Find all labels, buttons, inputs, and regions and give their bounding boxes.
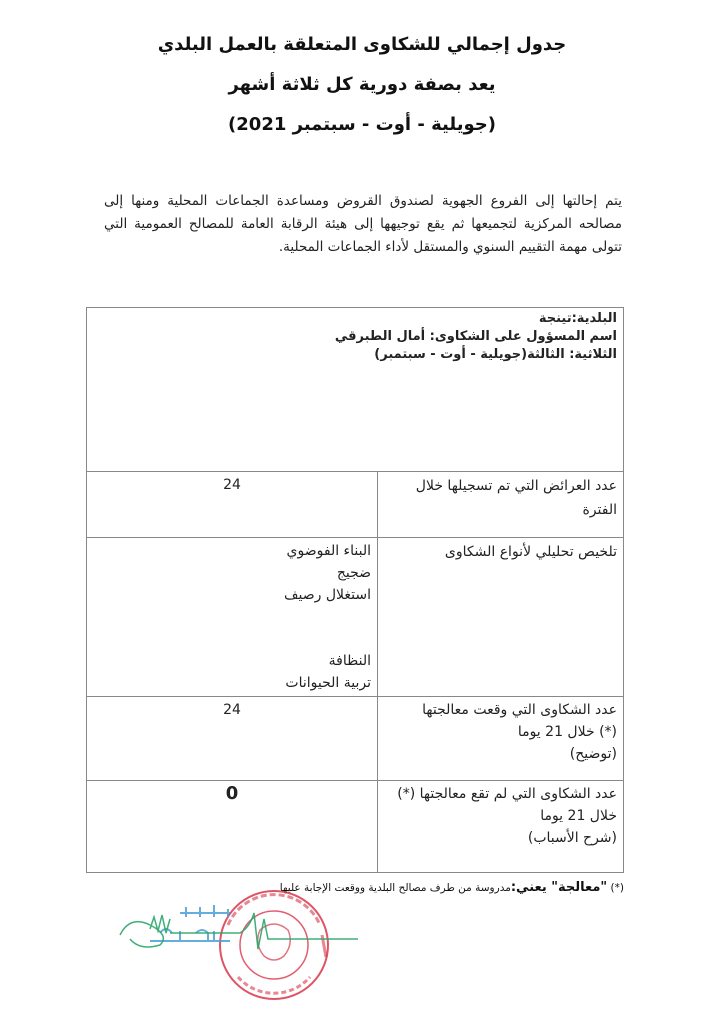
row-value: 24: [87, 472, 378, 538]
footnote-term: "معالجة" يعني:: [510, 880, 608, 895]
officer-label: اسم المسؤول على الشكاوى: أمال الطبرقي: [334, 329, 617, 344]
intro-paragraph: يتم إحالتها إلى الفروع الجهوية لصندوق القروض ومساعدة الجماعات المحلية ومنها إلى مصالحه المركزية لتجميعها ثم يقع توجيهها إلى هيئة الرقابة العامة للمصالح العمومية التي تتولى مهمة التقييم السنوي والمستقل لأداء الجماعات المحلية.: [104, 193, 622, 255]
table-row: [87, 697, 624, 781]
official-stamp: [220, 891, 328, 999]
table-header-cell: [87, 308, 624, 472]
row-label-line: (توضيح): [569, 746, 617, 762]
document-period: (جويلية - أوت - سبتمبر 2021): [228, 114, 496, 135]
row-label: تلخيص تحليلي لأنواع الشكاوى: [378, 538, 624, 697]
row-label-line: (*) خلال 21 يوما: [517, 724, 617, 740]
table-header-row: [87, 308, 624, 472]
list-item: تربية الحيوانات: [285, 675, 371, 691]
complaints-table: [86, 307, 624, 873]
row-label: [378, 781, 624, 873]
complaint-types-list: [87, 538, 378, 697]
row-label: [378, 697, 624, 781]
row-label-line: خلال 21 يوما: [540, 808, 617, 824]
list-spacer: [93, 606, 371, 628]
list-spacer: [93, 628, 371, 650]
list-item: ضجيج: [336, 565, 371, 581]
list-item: النظافة: [328, 653, 371, 669]
stamp-and-signature: [110, 885, 390, 1015]
footnote-marker: (*): [610, 882, 624, 894]
list-item: استغلال رصيف: [284, 587, 371, 603]
table-row: [87, 472, 624, 538]
row-value: 24: [87, 697, 378, 781]
row-label: عدد العرائض التي تم تسجيلها خلال الفترة: [378, 472, 624, 538]
table-row: [87, 538, 624, 697]
table-row: [87, 781, 624, 873]
row-label-line: عدد الشكاوى التي لم تقع معالجتها (*): [397, 786, 617, 802]
municipality-label: البلدية:تينجة: [538, 311, 617, 326]
row-value: 0: [87, 781, 378, 873]
document-subtitle: يعد بصفة دورية كل ثلاثة أشهر: [228, 74, 496, 95]
row-label-line: (شرح الأسباب): [527, 830, 617, 846]
row-label-line: عدد الشكاوى التي وقعت معالجتها: [422, 702, 617, 718]
document-title: جدول إجمالي للشكاوى المتعلقة بالعمل البلدي: [157, 34, 567, 55]
list-item: البناء الفوضوي: [286, 543, 371, 559]
quarter-label: الثلاثية: الثالثة(جويلية - أوت - سبتمبر): [374, 347, 617, 362]
footnote-definition: مدروسة من طرف مصالح البلدية ووقعت الإجابة عليها: [279, 882, 511, 894]
